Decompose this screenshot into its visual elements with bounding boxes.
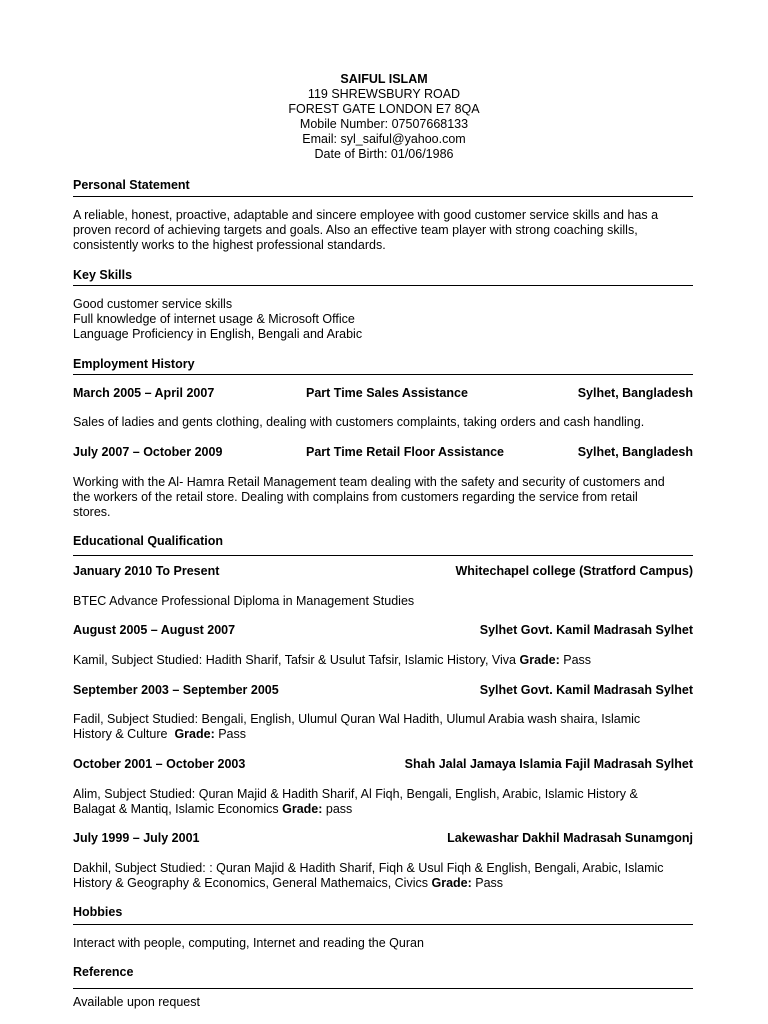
education-detail-line: Fadil, Subject Studied: Bengali, English, Ulumul Quran Wal Hadith, Ulumul Arabia wash shaira, Islamic [73,712,641,726]
skill-item: Full knowledge of internet usage & Microsoft Office [73,312,355,326]
education-heading: Educational Qualification [73,534,224,548]
section-divider [73,988,693,989]
cv-header [0,72,768,162]
education-dates: January 2010 To Present [73,564,220,578]
education-detail [73,861,698,891]
grade-value: Pass [563,653,592,667]
email-address: Email: syl_saiful@yahoo.com [302,132,466,146]
education-detail-line [73,876,698,891]
education-detail-line: Dakhil, Subject Studied: : Quran Majid & Hadith Sharif, Fiqh & Usul Fiqh & English, Bengali, Arabic, Islamic [73,861,664,875]
hobbies-text: Interact with people, computing, Internet and reading the Quran [73,936,424,950]
address-line-1: 119 SHREWSBURY ROAD [307,87,461,101]
skill-item: Language Proficiency in English, Bengali and Arabic [73,327,363,341]
education-dates: July 1999 – July 2001 [73,831,200,845]
section-divider [73,196,693,197]
education-row [73,623,693,639]
education-detail-line [73,802,698,817]
reference-text: Available upon request [73,995,200,1009]
education-detail-line: BTEC Advance Professional Diploma in Management Studies [73,594,415,608]
job-description [73,475,698,520]
grade-label: Grade: [431,876,472,890]
job-description-line: stores. [73,505,111,519]
hobbies-heading: Hobbies [73,905,123,919]
job-location: Sylhet, Bangladesh [577,445,693,459]
grade-value: pass [325,802,353,816]
education-institution: Sylhet Govt. Kamil Madrasah Sylhet [479,623,693,637]
education-subjects: History & Culture [73,727,168,741]
education-institution: Shah Jalal Jamaya Islamia Fajil Madrasah Sylhet [404,757,693,771]
education-dates: October 2001 – October 2003 [73,757,246,771]
section-divider [73,555,693,556]
personal-statement-text [73,208,698,253]
education-detail [73,787,698,817]
education-detail [73,712,698,742]
job-row [73,386,693,402]
education-dates: September 2003 – September 2005 [73,683,279,697]
grade-label: Grade: [174,727,215,741]
education-row [73,757,693,773]
education-detail-line: Alim, Subject Studied: Quran Majid & Hadith Sharif, Al Fiqh, Bengali, English, Arabic, Islamic History & [73,787,638,801]
education-row [73,683,693,699]
job-dates: March 2005 – April 2007 [73,386,215,400]
statement-line: proven record of achieving targets and goals. Also an effective team player with strong coaching skills, [73,223,638,237]
personal-statement-heading: Personal Statement [73,178,190,192]
education-institution: Lakewashar Dakhil Madrasah Sunamgonj [447,831,693,845]
grade-label: Grade: [519,653,560,667]
job-description-line: Sales of ladies and gents clothing, dealing with customers complaints, taking orders and cash handling. [73,415,645,429]
statement-line: A reliable, honest, proactive, adaptable and sincere employee with good customer service skills and has a [73,208,659,222]
section-divider [73,924,693,925]
grade-value: Pass [218,727,247,741]
employment-history-heading: Employment History [73,357,195,371]
job-description-line: the workers of the retail store. Dealing with complains from customers regarding the service from retail [73,490,638,504]
applicant-name: SAIFUL ISLAM [340,72,428,86]
education-row [73,564,693,580]
skill-item: Good customer service skills [73,297,233,311]
mobile-number: Mobile Number: 07507668133 [299,117,469,131]
education-subjects: Kamil, Subject Studied: Hadith Sharif, Tafsir & Usulut Tafsir, Islamic History, Viva [73,653,516,667]
education-detail-line [73,653,698,668]
grade-value: Pass [475,876,504,890]
education-detail [73,653,698,668]
grade-label: Grade: [282,802,323,816]
job-description [73,415,698,430]
education-institution: Whitechapel college (Stratford Campus) [455,564,693,578]
education-dates: August 2005 – August 2007 [73,623,236,637]
statement-line: consistently works to the highest professional standards. [73,238,386,252]
address-line-2: FOREST GATE LONDON E7 8QA [288,102,480,116]
education-subjects: History & Geography & Economics, General Mathemaics, Civics [73,876,428,890]
key-skills-heading: Key Skills [73,268,133,282]
education-detail [73,594,698,609]
job-location: Sylhet, Bangladesh [577,386,693,400]
date-of-birth: Date of Birth: 01/06/1986 [314,147,454,161]
education-row [73,831,693,847]
section-divider [73,374,693,375]
job-row [73,445,693,461]
education-detail-line [73,727,698,742]
section-divider [73,285,693,286]
job-description-line: Working with the Al- Hamra Retail Management team dealing with the safety and security of customers and [73,475,665,489]
education-subjects: Balagat & Mantiq, Islamic Economics [73,802,279,816]
job-role: Part Time Retail Floor Assistance [306,445,504,459]
job-dates: July 2007 – October 2009 [73,445,223,459]
job-role: Part Time Sales Assistance [306,386,468,400]
key-skills-list [73,297,698,342]
education-institution: Sylhet Govt. Kamil Madrasah Sylhet [479,683,693,697]
reference-heading: Reference [73,965,134,979]
